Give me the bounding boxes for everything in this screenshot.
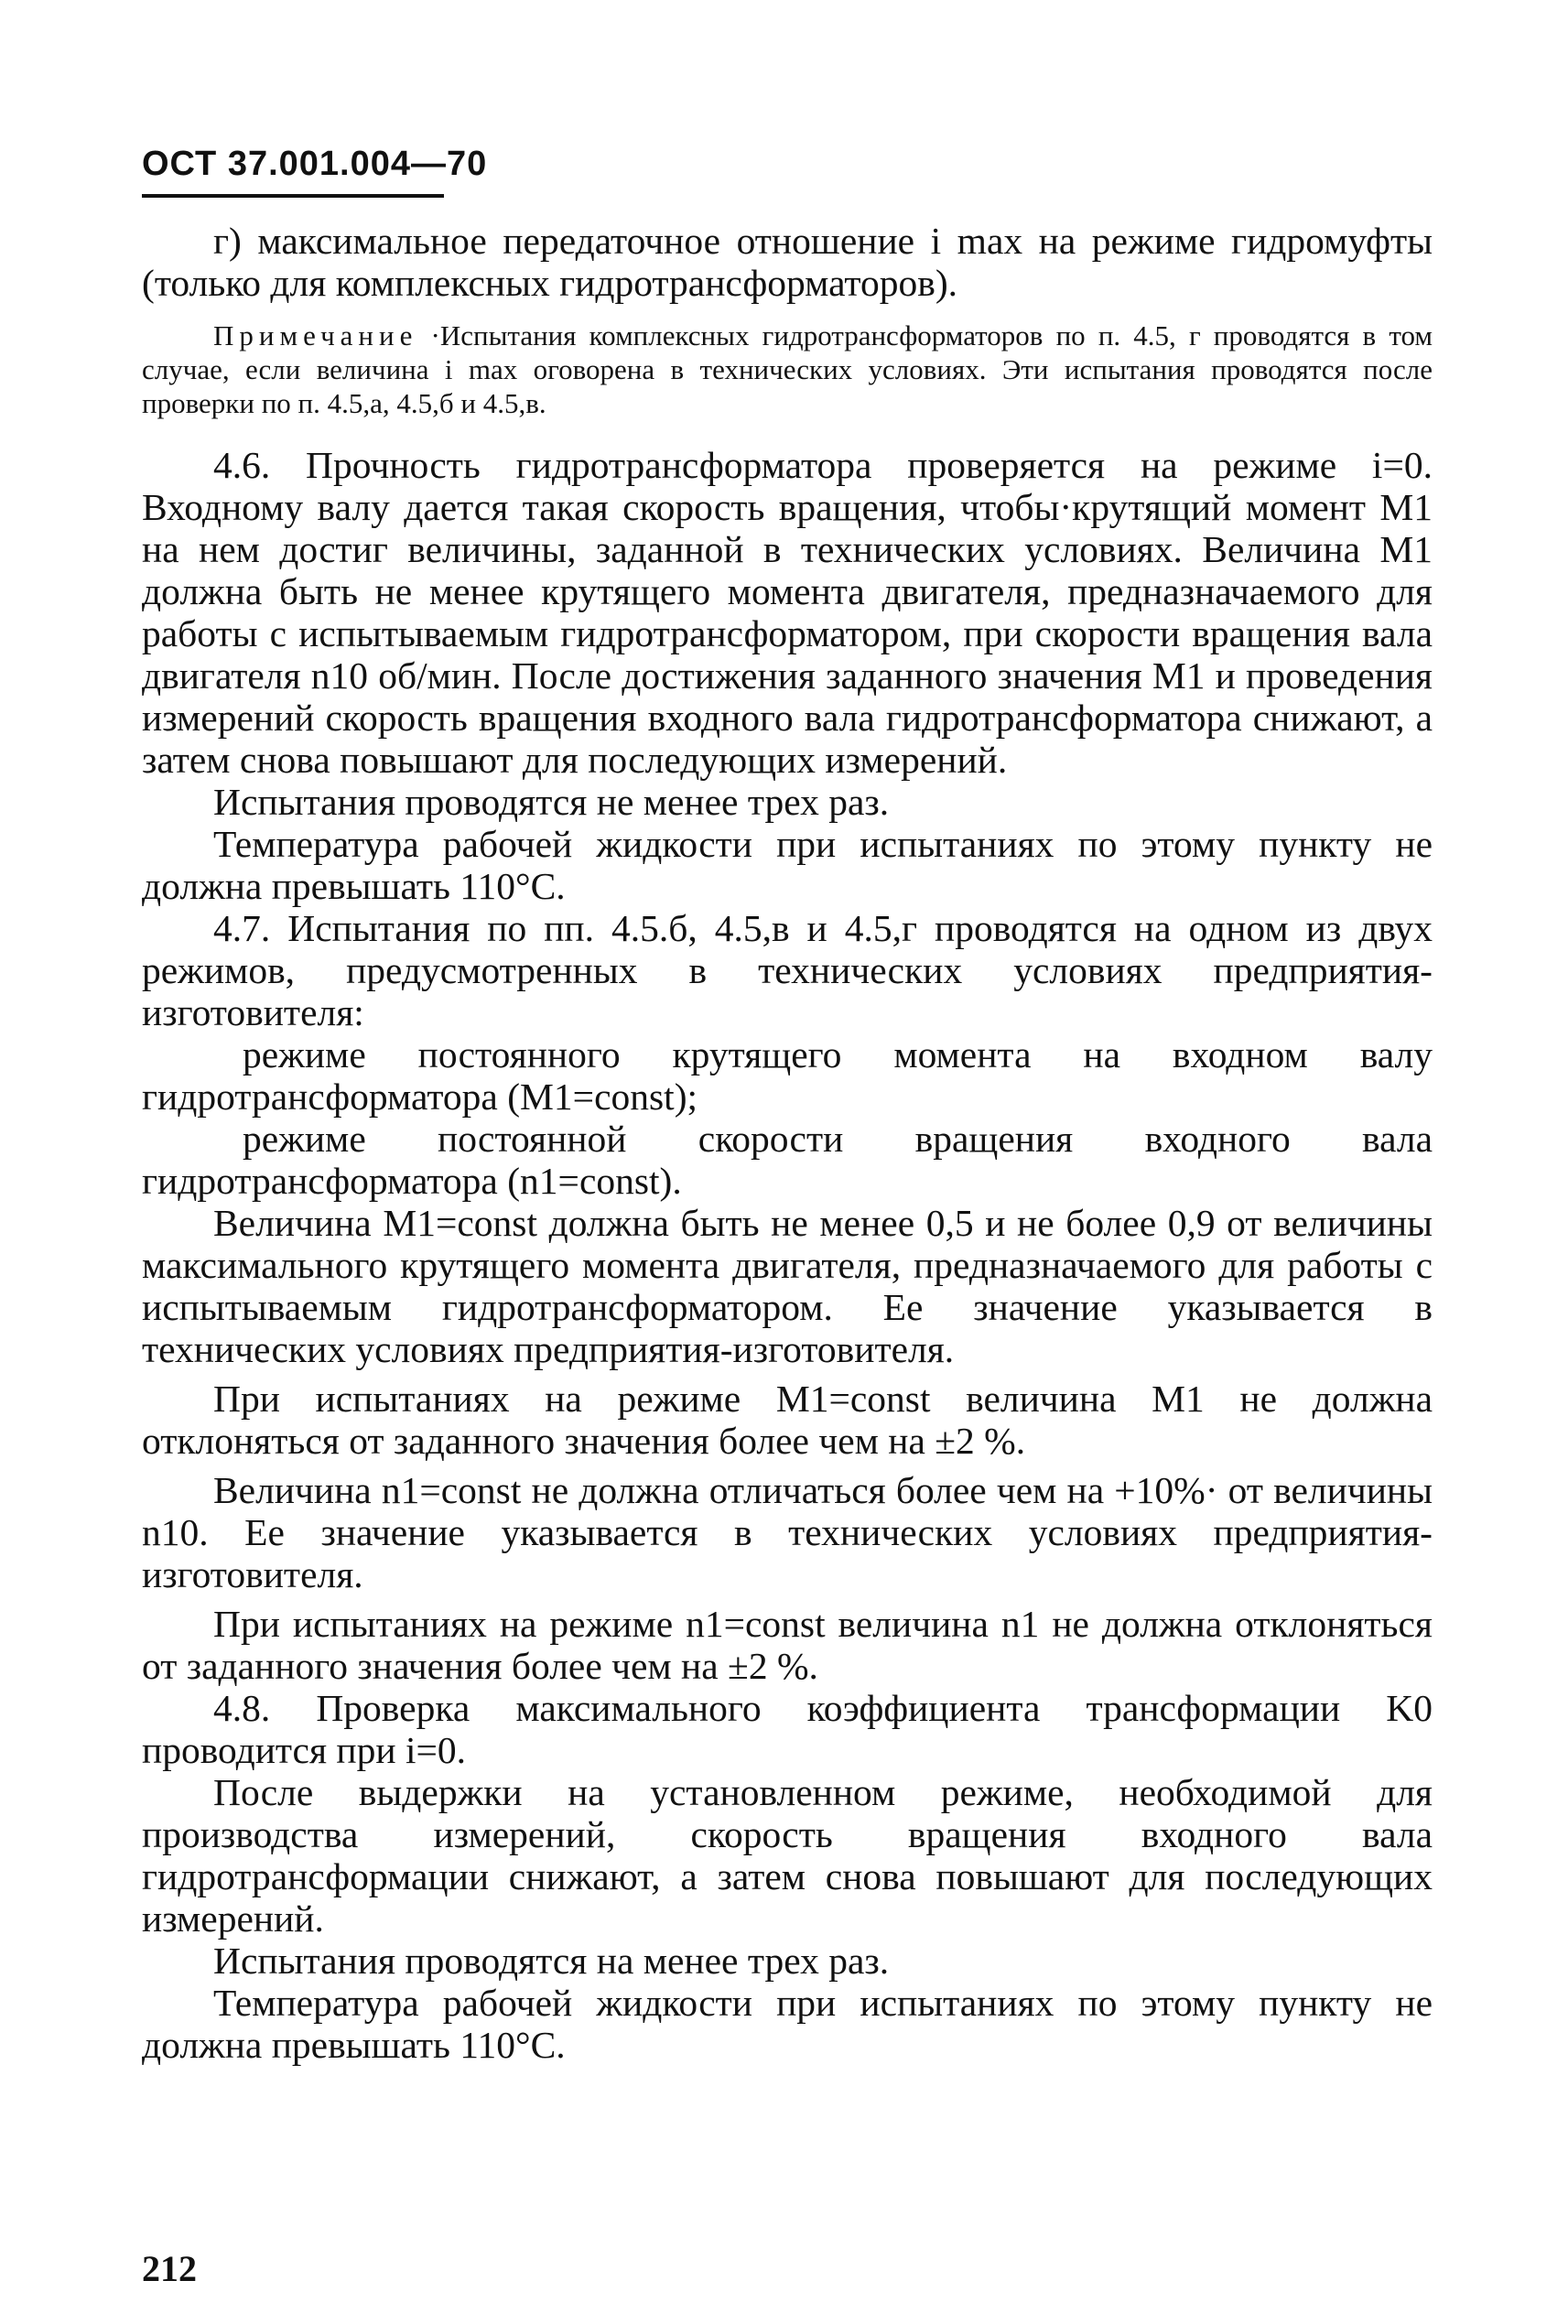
document-body xyxy=(142,220,1433,2066)
paragraph-4-6-temperature: Температура рабочей жидкости при испытаниях по этому пункту не должна превышать 110°С. xyxy=(142,823,1433,907)
paragraph-4-7: 4.7. Испытания по пп. 4.5.б, 4.5,в и 4.5,г проводятся на одном из двух режимов, предусмотренных в технических условиях предприятия-изготовителя: xyxy=(142,907,1433,1033)
paragraph-4-7-mode-speed: режиме постоянной скорости вращения входного вала гидротрансформатора (n1=const). xyxy=(142,1118,1433,1202)
header-rule xyxy=(142,194,444,198)
paragraph-4-8-temperature: Температура рабочей жидкости при испытаниях по этому пункту не должна превышать 110°С. xyxy=(142,1982,1433,2066)
paragraph-4-7-mode-torque: режиме постоянного крутящего момента на входном валу гидротрансформатора (M1=const); xyxy=(142,1033,1433,1118)
document-code: ОСТ 37.001.004—70 xyxy=(142,145,488,183)
paragraph-4-8: 4.8. Проверка максимального коэффициента трансформации K0 проводится при i=0. xyxy=(142,1687,1433,1771)
paragraph-g: г) максимальное передаточное отношение i max на режиме гидромуфты (только для комплексных гидротрансформаторов). xyxy=(142,220,1433,304)
paragraph-4-8-repeat: Испытания проводятся на менее трех раз. xyxy=(213,1940,890,1982)
page-number: 212 xyxy=(142,2248,197,2289)
paragraph-4-7-torque-deviation: При испытаниях на режиме M1=const величина M1 не должна отклоняться от заданного значения более чем на ±2 %. xyxy=(142,1378,1433,1462)
note-text: ·Испытания комплексных гидротрансформаторов по п. 4.5, г проводятся в том случае, если величина i max оговорена в технических условиях. Эти испытания проводятся после проверки по п. 4.5,а, 4.5,б и 4.5,в. xyxy=(142,319,1433,419)
paragraph-4-6: 4.6. Прочность гидротрансформатора проверяется на режиме i=0. Входному валу дается такая скорость вращения, чтобы·крутящий момент M1 на нем достиг величины, заданной в технических условиях. Величина M1 должна быть не менее крутящего момента двигателя, предназначаемого для работы с испытываемым гидротрансформатором, при скорости вращения вала двигателя n10 об/мин. После достижения заданного значения M1 и проведения измерений скорость вращения входного вала гидротрансформатора снижают, а затем снова повышают для последующих измерений. xyxy=(142,444,1433,781)
paragraph-4-6-repeat: Испытания проводятся не менее трех раз. xyxy=(213,781,890,823)
note xyxy=(142,319,1433,420)
note-label: Примечание xyxy=(213,319,418,351)
paragraph-4-7-speed-limits: Величина n1=const не должна отличаться более чем на +10%· от величины n10. Ее значение указывается в технических условиях предприятия-изготовителя. xyxy=(142,1469,1433,1595)
paragraph-4-7-torque-limits: Величина M1=const должна быть не менее 0,5 и не более 0,9 от величины максимального крутящего момента двигателя, предназначаемого для работы с испытываемым гидротрансформатором. Ее значение указывается в технических условиях предприятия-изготовителя. xyxy=(142,1202,1433,1370)
paragraph-4-8-procedure: После выдержки на установленном режиме, необходимой для производства измерений, скорость вращения входного вала гидротрансформации снижают, а затем снова повышают для последующих измерений. xyxy=(142,1771,1433,1940)
paragraph-4-7-speed-deviation: При испытаниях на режиме n1=const величина n1 не должна отклоняться от заданного значения более чем на ±2 %. xyxy=(142,1603,1433,1687)
